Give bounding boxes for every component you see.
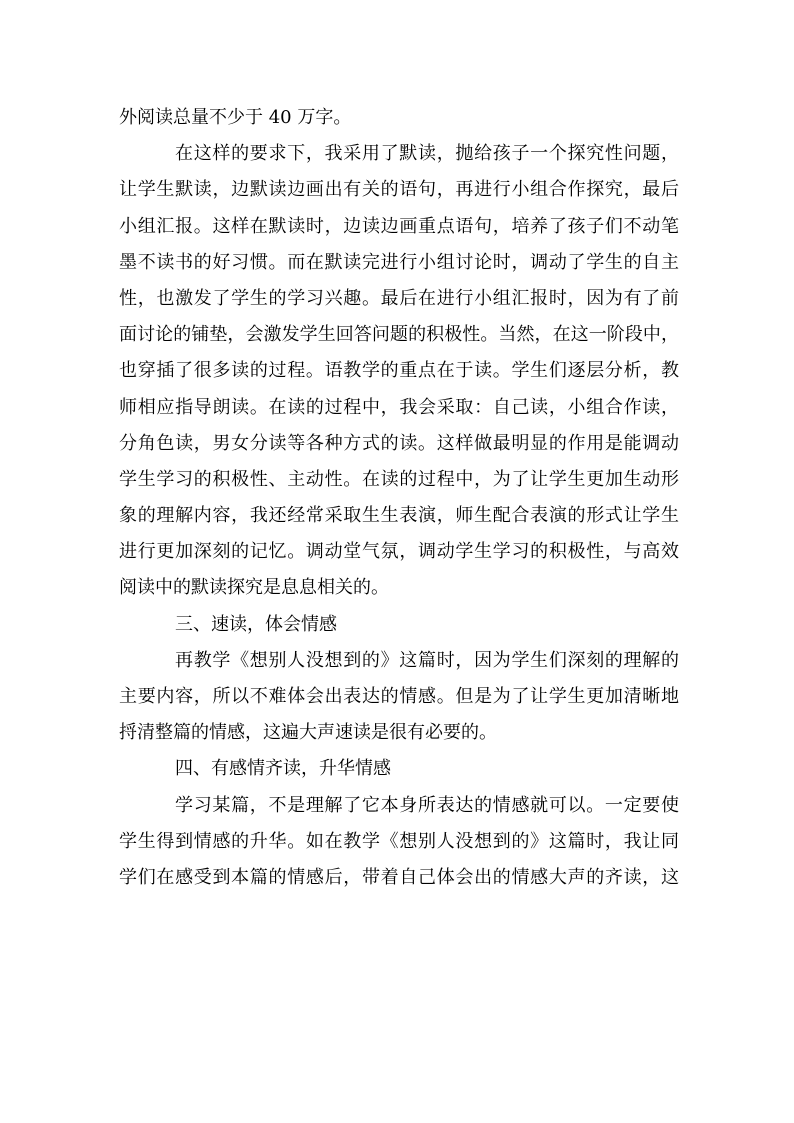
text-line: 面讨论的铺垫，会激发学生回答问题的积极性。当然，在这一阶段中， bbox=[119, 324, 679, 346]
document-body bbox=[119, 100, 679, 896]
text-line: 性，也激发了学生的学习兴趣。最后在进行小组汇报时，因为有了前 bbox=[119, 287, 679, 309]
text-line: 学习某篇，不是理解了它本身所表达的情感就可以。一定要使 bbox=[175, 794, 679, 816]
text-line: 捋清整篇的情感，这遍大声速读是很有必要的。 bbox=[119, 722, 497, 744]
text-line: 分角色读，男女分读等各种方式的读。这样做最明显的作用是能调动 bbox=[119, 432, 679, 454]
text-line: 进行更加深刻的记忆。调动堂气氛，调动学生学习的积极性，与高效 bbox=[119, 541, 679, 563]
section-heading: 四、有感情齐读，升华情感 bbox=[175, 758, 391, 780]
text-line: 师相应指导朗读。在读的过程中，我会采取：自己读，小组合作读， bbox=[119, 396, 679, 418]
text-line: 也穿插了很多读的过程。语教学的重点在于读。学生们逐层分析，教 bbox=[119, 360, 679, 382]
text-line: 阅读中的默读探究是息息相关的。 bbox=[119, 577, 389, 599]
text-line: 主要内容，所以不难体会出表达的情感。但是为了让学生更加清晰地 bbox=[119, 686, 679, 707]
text-line: 小组汇报。这样在默读时，边读边画重点语句，培养了孩子们不动笔 bbox=[119, 215, 679, 237]
text-line: 学生学习的积极性、主动性。在读的过程中，为了让学生更加生动形 bbox=[119, 468, 679, 490]
text-line: 学们在感受到本篇的情感后，带着自己体会出的情感大声的齐读，这 bbox=[119, 866, 679, 888]
text-line: 墨不读书的好习惯。而在默读完进行小组讨论时，调动了学生的自主 bbox=[119, 251, 679, 273]
text-line: 让学生默读，边默读边画出有关的语句，再进行小组合作探究，最后 bbox=[119, 179, 679, 201]
text-line: 在这样的要求下，我采用了默读，抛给孩子一个探究性问题， bbox=[175, 143, 679, 165]
text-line: 再教学《想别人没想到的》这篇时，因为学生们深刻的理解的 bbox=[175, 649, 679, 671]
section-heading: 三、速读，体会情感 bbox=[175, 613, 337, 635]
text-line: 学生得到情感的升华。如在教学《想别人没想到的》这篇时，我让同 bbox=[119, 830, 679, 852]
text-line: 象的理解内容，我还经常采取生生表演，师生配合表演的形式让学生 bbox=[119, 505, 679, 527]
text-line: 外阅读总量不少于 40 万字。 bbox=[119, 107, 352, 128]
